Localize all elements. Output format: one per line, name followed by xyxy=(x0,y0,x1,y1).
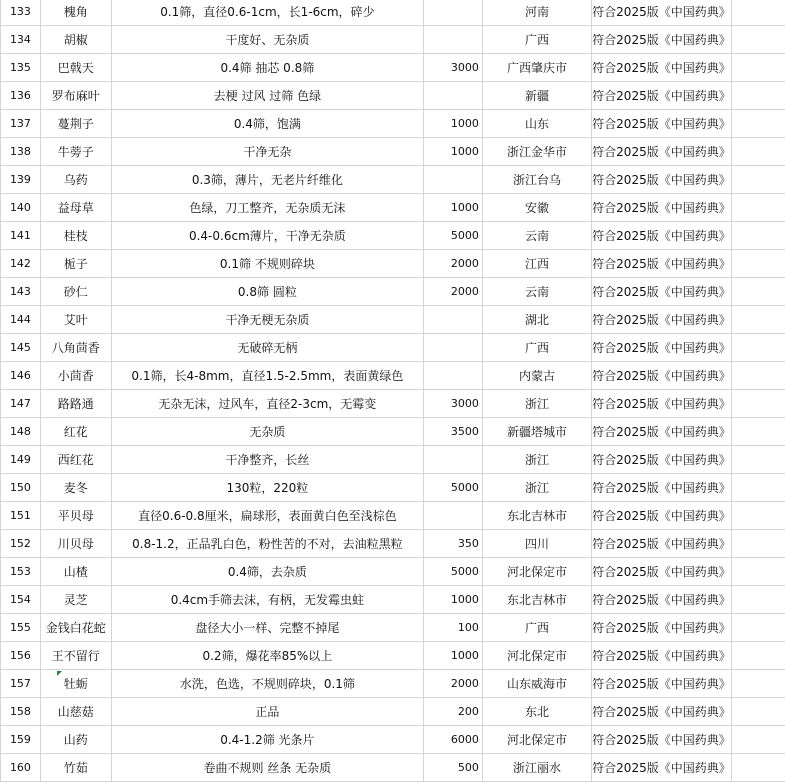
cell-origin[interactable]: 河北保定市 xyxy=(482,642,591,670)
cell-standard[interactable]: 符合2025版《中国药典》 xyxy=(592,698,732,726)
cell-empty[interactable] xyxy=(731,334,785,362)
table-row xyxy=(1,418,785,446)
cell-quantity[interactable] xyxy=(424,502,483,530)
cell-number[interactable]: 150 xyxy=(1,474,41,502)
cell-quantity[interactable]: 5000 xyxy=(424,474,483,502)
cell-quantity[interactable]: 1000 xyxy=(424,194,483,222)
cell-standard[interactable]: 符合2025版《中国药典》 xyxy=(592,250,732,278)
cell-specification[interactable]: 无杂无沫，过风车，直径2-3cm，无霉变 xyxy=(111,390,423,418)
cell-origin[interactable]: 东北 xyxy=(482,698,591,726)
cell-origin[interactable]: 广西 xyxy=(482,614,591,642)
cell-origin[interactable]: 云南 xyxy=(482,222,591,250)
cell-herb-name[interactable]: 西红花 xyxy=(40,446,111,474)
cell-quantity[interactable]: 5000 xyxy=(424,558,483,586)
cell-empty[interactable] xyxy=(731,390,785,418)
cell-quantity[interactable]: 1000 xyxy=(424,138,483,166)
table-row xyxy=(1,754,785,782)
cell-standard[interactable]: 符合2025版《中国药典》 xyxy=(592,558,732,586)
cell-origin[interactable]: 东北吉林市 xyxy=(482,586,591,614)
table-row xyxy=(1,54,785,82)
cell-specification[interactable]: 干净无杂 xyxy=(111,138,423,166)
cell-quantity[interactable]: 200 xyxy=(424,698,483,726)
cell-quantity[interactable]: 2000 xyxy=(424,670,483,698)
cell-origin[interactable]: 河北保定市 xyxy=(482,726,591,754)
table-row xyxy=(1,446,785,474)
cell-specification[interactable]: 水洗，色选，不规则碎块，0.1筛 xyxy=(111,670,423,698)
cell-number[interactable]: 140 xyxy=(1,194,41,222)
cell-origin[interactable]: 新疆 xyxy=(482,82,591,110)
cell-number[interactable]: 133 xyxy=(1,0,41,26)
table-row xyxy=(1,138,785,166)
cell-origin[interactable]: 湖北 xyxy=(482,306,591,334)
cell-number[interactable]: 134 xyxy=(1,26,41,54)
cell-empty[interactable] xyxy=(731,754,785,782)
table-row xyxy=(1,334,785,362)
cell-specification[interactable]: 干净无梗无杂质 xyxy=(111,306,423,334)
cell-specification[interactable]: 正品 xyxy=(111,698,423,726)
cell-specification[interactable]: 0.1筛，长4-8mm，直径1.5-2.5mm，表面黄绿色 xyxy=(111,362,423,390)
cell-specification[interactable]: 0.4-0.6cm薄片，干净无杂质 xyxy=(111,222,423,250)
cell-herb-name[interactable]: 罗布麻叶 xyxy=(40,82,111,110)
cell-standard[interactable]: 符合2025版《中国药典》 xyxy=(592,306,732,334)
cell-number[interactable]: 155 xyxy=(1,614,41,642)
table-row xyxy=(1,110,785,138)
table-row xyxy=(1,670,785,698)
cell-origin[interactable]: 浙江 xyxy=(482,390,591,418)
cell-standard[interactable]: 符合2025版《中国药典》 xyxy=(592,754,732,782)
cell-specification[interactable]: 0.8-1.2，正品乳白色，粉性苦的不对，去油粒黑粒 xyxy=(111,530,423,558)
cell-specification[interactable]: 卷曲不规则 丝条 无杂质 xyxy=(111,754,423,782)
cell-number[interactable]: 156 xyxy=(1,642,41,670)
cell-specification[interactable]: 盘径大小一样、完整不掉尾 xyxy=(111,614,423,642)
table-row xyxy=(1,530,785,558)
cell-herb-name[interactable]: 蔓荆子 xyxy=(40,110,111,138)
cell-specification[interactable]: 0.2筛，爆花率85%以上 xyxy=(111,642,423,670)
cell-standard[interactable]: 符合2025版《中国药典》 xyxy=(592,362,732,390)
cell-quantity[interactable]: 6000 xyxy=(424,726,483,754)
cell-number[interactable]: 154 xyxy=(1,586,41,614)
cell-herb-name[interactable]: 牛蒡子 xyxy=(40,138,111,166)
cell-empty[interactable] xyxy=(731,418,785,446)
cell-quantity[interactable]: 3000 xyxy=(424,54,483,82)
cell-quantity[interactable]: 3000 xyxy=(424,390,483,418)
cell-standard[interactable]: 符合2025版《中国药典》 xyxy=(592,166,732,194)
cell-empty[interactable] xyxy=(731,0,785,26)
cell-origin[interactable]: 浙江 xyxy=(482,446,591,474)
cell-specification[interactable]: 0.4cm手筛去沫，有柄，无发霉虫蛀 xyxy=(111,586,423,614)
cell-number[interactable]: 151 xyxy=(1,502,41,530)
cell-quantity[interactable]: 2000 xyxy=(424,278,483,306)
cell-standard[interactable]: 符合2025版《中国药典》 xyxy=(592,474,732,502)
cell-origin[interactable]: 河南 xyxy=(482,0,591,26)
cell-empty[interactable] xyxy=(731,642,785,670)
cell-specification[interactable]: 0.8筛 圆粒 xyxy=(111,278,423,306)
cell-herb-name[interactable]: 巴戟天 xyxy=(40,54,111,82)
cell-herb-name[interactable]: 艾叶 xyxy=(40,306,111,334)
cell-herb-name[interactable]: 平贝母 xyxy=(40,502,111,530)
table-row xyxy=(1,306,785,334)
cell-origin[interactable]: 浙江金华市 xyxy=(482,138,591,166)
cell-empty[interactable] xyxy=(731,362,785,390)
cell-specification[interactable]: 色绿，刀工整齐，无杂质无沫 xyxy=(111,194,423,222)
cell-empty[interactable] xyxy=(731,670,785,698)
cell-quantity[interactable] xyxy=(424,26,483,54)
cell-number[interactable]: 137 xyxy=(1,110,41,138)
cell-herb-name[interactable]: 胡椒 xyxy=(40,26,111,54)
cell-empty[interactable] xyxy=(731,110,785,138)
table-row xyxy=(1,726,785,754)
cell-quantity[interactable] xyxy=(424,0,483,26)
cell-empty[interactable] xyxy=(731,250,785,278)
cell-quantity[interactable] xyxy=(424,334,483,362)
cell-origin[interactable]: 浙江 xyxy=(482,474,591,502)
table-row xyxy=(1,558,785,586)
cell-standard[interactable]: 符合2025版《中国药典》 xyxy=(592,614,732,642)
cell-standard[interactable]: 符合2025版《中国药典》 xyxy=(592,82,732,110)
cell-number[interactable]: 136 xyxy=(1,82,41,110)
cell-empty[interactable] xyxy=(731,502,785,530)
cell-herb-name[interactable]: 红花 xyxy=(40,418,111,446)
cell-origin[interactable]: 东北吉林市 xyxy=(482,502,591,530)
cell-specification[interactable]: 去梗 过风 过筛 色绿 xyxy=(111,82,423,110)
cell-empty[interactable] xyxy=(731,614,785,642)
cell-standard[interactable]: 符合2025版《中国药典》 xyxy=(592,26,732,54)
cell-empty[interactable] xyxy=(731,726,785,754)
cell-quantity[interactable]: 100 xyxy=(424,614,483,642)
table-row xyxy=(1,586,785,614)
cell-number[interactable]: 138 xyxy=(1,138,41,166)
cell-specification[interactable]: 0.3筛，薄片，无老片纤维化 xyxy=(111,166,423,194)
comment-indicator xyxy=(57,671,62,676)
table-row xyxy=(1,642,785,670)
cell-origin[interactable]: 山东 xyxy=(482,110,591,138)
cell-standard[interactable]: 符合2025版《中国药典》 xyxy=(592,110,732,138)
cell-specification[interactable]: 0.4筛，去杂质 xyxy=(111,558,423,586)
cell-herb-name[interactable]: 山楂 xyxy=(40,558,111,586)
cell-number[interactable]: 139 xyxy=(1,166,41,194)
cell-empty[interactable] xyxy=(731,54,785,82)
cell-specification[interactable]: 130粒，220粒 xyxy=(111,474,423,502)
cell-number[interactable]: 142 xyxy=(1,250,41,278)
cell-standard[interactable]: 符合2025版《中国药典》 xyxy=(592,418,732,446)
cell-origin[interactable]: 内蒙古 xyxy=(482,362,591,390)
cell-quantity[interactable]: 5000 xyxy=(424,222,483,250)
cell-quantity[interactable]: 500 xyxy=(424,754,483,782)
cell-quantity[interactable]: 2000 xyxy=(424,250,483,278)
cell-standard[interactable]: 符合2025版《中国药典》 xyxy=(592,642,732,670)
cell-empty[interactable] xyxy=(731,306,785,334)
cell-standard[interactable]: 符合2025版《中国药典》 xyxy=(592,670,732,698)
cell-number[interactable]: 144 xyxy=(1,306,41,334)
cell-herb-name[interactable]: 竹茹 xyxy=(40,754,111,782)
cell-empty[interactable] xyxy=(731,558,785,586)
cell-standard[interactable]: 符合2025版《中国药典》 xyxy=(592,222,732,250)
cell-herb-name[interactable]: 川贝母 xyxy=(40,530,111,558)
cell-quantity[interactable]: 1000 xyxy=(424,586,483,614)
cell-herb-name[interactable]: 栀子 xyxy=(40,250,111,278)
cell-herb-name[interactable]: 益母草 xyxy=(40,194,111,222)
table-row xyxy=(1,390,785,418)
cell-standard[interactable]: 符合2025版《中国药典》 xyxy=(592,530,732,558)
cell-standard[interactable]: 符合2025版《中国药典》 xyxy=(592,446,732,474)
cell-number[interactable]: 148 xyxy=(1,418,41,446)
cell-standard[interactable]: 符合2025版《中国药典》 xyxy=(592,726,732,754)
table-row xyxy=(1,222,785,250)
cell-herb-name[interactable]: 八角茴香 xyxy=(40,334,111,362)
cell-origin[interactable]: 四川 xyxy=(482,530,591,558)
cell-origin[interactable]: 广西肇庆市 xyxy=(482,54,591,82)
cell-origin[interactable]: 浙江丽水 xyxy=(482,754,591,782)
cell-number[interactable]: 159 xyxy=(1,726,41,754)
cell-empty[interactable] xyxy=(731,474,785,502)
cell-number[interactable]: 158 xyxy=(1,698,41,726)
cell-herb-name[interactable]: 砂仁 xyxy=(40,278,111,306)
cell-origin[interactable]: 浙江台乌 xyxy=(482,166,591,194)
cell-quantity[interactable] xyxy=(424,82,483,110)
cell-herb-name[interactable]: 灵芝 xyxy=(40,586,111,614)
cell-empty[interactable] xyxy=(731,138,785,166)
cell-quantity[interactable]: 1000 xyxy=(424,642,483,670)
cell-specification[interactable]: 0.4筛，饱满 xyxy=(111,110,423,138)
table-row xyxy=(1,502,785,530)
table-row xyxy=(1,614,785,642)
cell-specification[interactable]: 0.1筛，直径0.6-1cm，长1-6cm，碎少 xyxy=(111,0,423,26)
cell-empty[interactable] xyxy=(731,222,785,250)
cell-quantity[interactable]: 1000 xyxy=(424,110,483,138)
cell-number[interactable]: 153 xyxy=(1,558,41,586)
cell-quantity[interactable] xyxy=(424,362,483,390)
cell-origin[interactable]: 山东威海市 xyxy=(482,670,591,698)
cell-standard[interactable]: 符合2025版《中国药典》 xyxy=(592,194,732,222)
cell-number[interactable]: 160 xyxy=(1,754,41,782)
cell-number[interactable]: 157 xyxy=(1,670,41,698)
cell-empty[interactable] xyxy=(731,446,785,474)
cell-herb-name[interactable]: 王不留行 xyxy=(40,642,111,670)
cell-empty[interactable] xyxy=(731,26,785,54)
cell-empty[interactable] xyxy=(731,82,785,110)
cell-origin[interactable]: 新疆塔城市 xyxy=(482,418,591,446)
cell-herb-name[interactable]: 小茴香 xyxy=(40,362,111,390)
cell-origin[interactable]: 云南 xyxy=(482,278,591,306)
cell-empty[interactable] xyxy=(731,194,785,222)
cell-specification[interactable]: 直径0.6-0.8厘米，扁球形，表面黄白色至浅棕色 xyxy=(111,502,423,530)
cell-specification[interactable]: 0.4筛 抽芯 0.8筛 xyxy=(111,54,423,82)
cell-origin[interactable]: 河北保定市 xyxy=(482,558,591,586)
cell-quantity[interactable] xyxy=(424,446,483,474)
cell-origin[interactable]: 广西 xyxy=(482,334,591,362)
cell-number[interactable]: 146 xyxy=(1,362,41,390)
table-row xyxy=(1,362,785,390)
table-row xyxy=(1,82,785,110)
cell-origin[interactable]: 广西 xyxy=(482,26,591,54)
cell-herb-name[interactable]: 桂枝 xyxy=(40,222,111,250)
cell-quantity[interactable]: 350 xyxy=(424,530,483,558)
cell-herb-name[interactable]: 山慈菇 xyxy=(40,698,111,726)
cell-quantity[interactable]: 3500 xyxy=(424,418,483,446)
cell-number[interactable]: 143 xyxy=(1,278,41,306)
cell-standard[interactable]: 符合2025版《中国药典》 xyxy=(592,390,732,418)
table-row xyxy=(1,166,785,194)
cell-specification[interactable]: 无杂质 xyxy=(111,418,423,446)
table-row xyxy=(1,250,785,278)
cell-quantity[interactable] xyxy=(424,306,483,334)
table-body xyxy=(1,0,785,782)
table-row xyxy=(1,698,785,726)
cell-standard[interactable]: 符合2025版《中国药典》 xyxy=(592,586,732,614)
cell-standard[interactable]: 符合2025版《中国药典》 xyxy=(592,502,732,530)
cell-standard[interactable]: 符合2025版《中国药典》 xyxy=(592,0,732,26)
cell-empty[interactable] xyxy=(731,586,785,614)
cell-specification[interactable]: 干度好、无杂质 xyxy=(111,26,423,54)
cell-number[interactable]: 147 xyxy=(1,390,41,418)
cell-number[interactable]: 145 xyxy=(1,334,41,362)
cell-quantity[interactable] xyxy=(424,166,483,194)
cell-empty[interactable] xyxy=(731,530,785,558)
table-row xyxy=(1,194,785,222)
cell-standard[interactable]: 符合2025版《中国药典》 xyxy=(592,138,732,166)
cell-herb-name[interactable]: 槐角 xyxy=(40,0,111,26)
cell-specification[interactable]: 0.1筛 不规则碎块 xyxy=(111,250,423,278)
cell-number[interactable]: 149 xyxy=(1,446,41,474)
cell-number[interactable]: 135 xyxy=(1,54,41,82)
cell-standard[interactable]: 符合2025版《中国药典》 xyxy=(592,278,732,306)
cell-specification[interactable]: 无破碎无柄 xyxy=(111,334,423,362)
cell-standard[interactable]: 符合2025版《中国药典》 xyxy=(592,54,732,82)
cell-empty[interactable] xyxy=(731,278,785,306)
cell-specification[interactable]: 0.4-1.2筛 光条片 xyxy=(111,726,423,754)
cell-empty[interactable] xyxy=(731,166,785,194)
table-row xyxy=(1,474,785,502)
cell-herb-name[interactable]: 路路通 xyxy=(40,390,111,418)
cell-herb-name[interactable]: 牡蛎 xyxy=(40,670,111,698)
cell-origin[interactable]: 安徽 xyxy=(482,194,591,222)
cell-herb-name[interactable]: 乌药 xyxy=(40,166,111,194)
cell-number[interactable]: 141 xyxy=(1,222,41,250)
cell-number[interactable]: 152 xyxy=(1,530,41,558)
table-row xyxy=(1,278,785,306)
cell-origin[interactable]: 江西 xyxy=(482,250,591,278)
cell-herb-name[interactable]: 麦冬 xyxy=(40,474,111,502)
cell-herb-name[interactable]: 金钱白花蛇 xyxy=(40,614,111,642)
table-row xyxy=(1,26,785,54)
cell-standard[interactable]: 符合2025版《中国药典》 xyxy=(592,334,732,362)
table-row xyxy=(1,0,785,26)
cell-empty[interactable] xyxy=(731,698,785,726)
cell-specification[interactable]: 干净整齐，长丝 xyxy=(111,446,423,474)
cell-herb-name[interactable]: 山药 xyxy=(40,726,111,754)
